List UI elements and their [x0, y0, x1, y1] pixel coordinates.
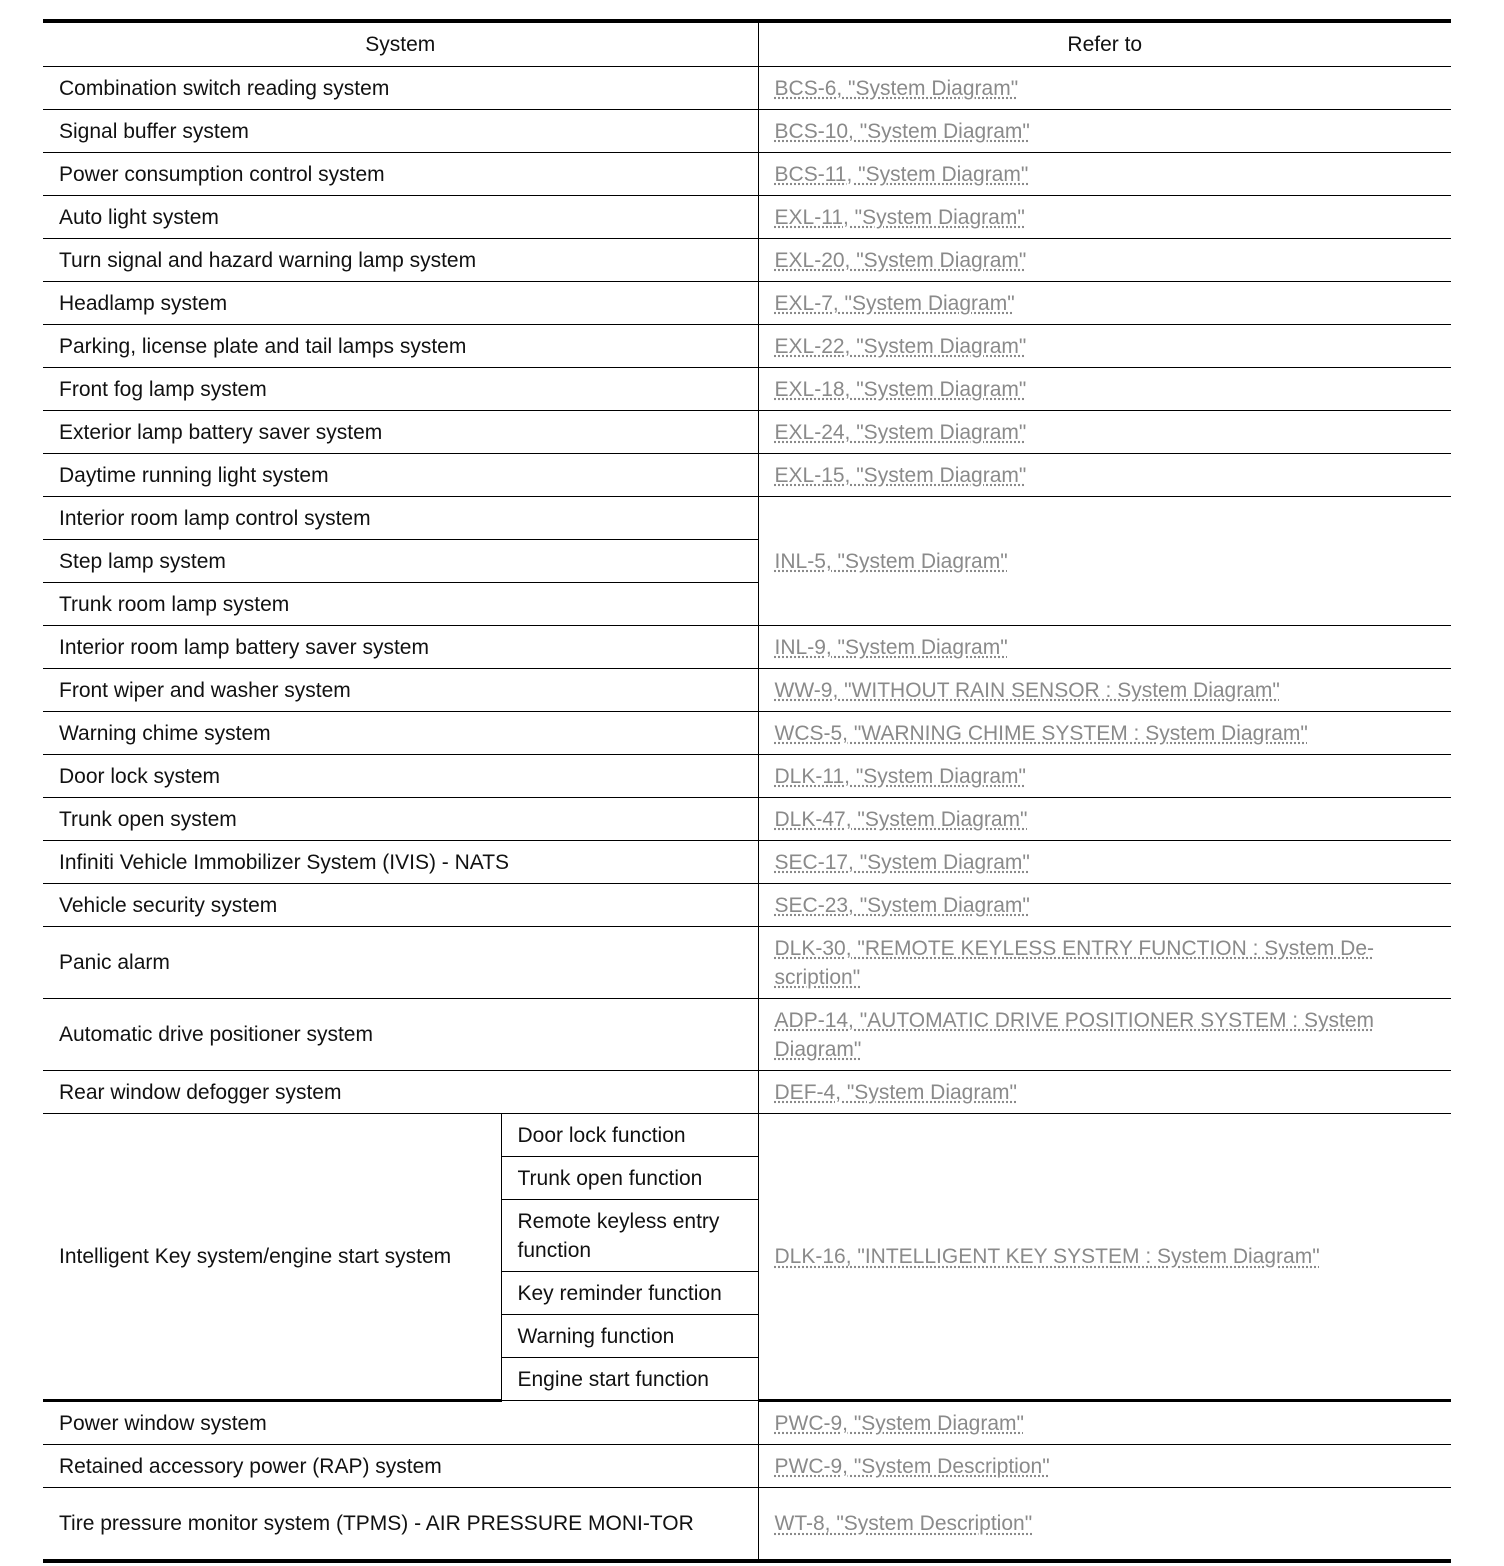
- reference-link[interactable]: INL-9, "System Diagram": [774, 635, 1008, 659]
- reference-cell: [758, 411, 1451, 454]
- reference-link[interactable]: EXL-22, "System Diagram": [774, 334, 1027, 358]
- reference-cell: [758, 626, 1451, 669]
- header-system: System: [43, 21, 758, 67]
- reference-link[interactable]: EXL-7, "System Diagram": [774, 291, 1015, 315]
- reference-cell: [758, 1445, 1451, 1488]
- table-row: [43, 841, 1451, 884]
- reference-link[interactable]: BCS-11, "System Diagram": [774, 162, 1029, 186]
- system-name: Exterior lamp battery saver system: [43, 411, 758, 454]
- system-name: Tire pressure monitor system (TPMS) - AIR PRESSURE MONI-TOR: [59, 1512, 694, 1535]
- reference-link[interactable]: INL-5, "System Diagram": [774, 549, 1008, 573]
- reference-cell: [758, 798, 1451, 841]
- reference-cell: [758, 239, 1451, 282]
- reference-cell: [758, 368, 1451, 411]
- function-name: Warning function: [501, 1315, 758, 1358]
- system-name: Front wiper and washer system: [43, 669, 758, 712]
- table-row: [43, 1071, 1451, 1114]
- system-reference-table: [43, 19, 1451, 1563]
- table-row: [43, 497, 1451, 540]
- system-name: Trunk room lamp system: [43, 583, 758, 626]
- reference-cell: [758, 110, 1451, 153]
- table-row: [43, 282, 1451, 325]
- table-row: [43, 1401, 1451, 1445]
- system-name: Panic alarm: [43, 927, 758, 999]
- system-name: Infiniti Vehicle Immobilizer System (IVIS) - NATS: [43, 841, 758, 884]
- reference-cell: [758, 712, 1451, 755]
- table-row: [43, 712, 1451, 755]
- reference-cell: [758, 1488, 1451, 1562]
- system-name: Front fog lamp system: [43, 368, 758, 411]
- reference-link[interactable]: DLK-16, "INTELLIGENT KEY SYSTEM : System Diagram": [774, 1245, 1320, 1268]
- reference-link[interactable]: EXL-20, "System Diagram": [774, 248, 1027, 272]
- table-row: [43, 1488, 1451, 1562]
- table-row: [43, 454, 1451, 497]
- system-name: Signal buffer system: [43, 110, 758, 153]
- table-row: [43, 927, 1451, 999]
- table-row: [43, 239, 1451, 282]
- table-row: [43, 411, 1451, 454]
- table-row: [43, 153, 1451, 196]
- function-name: Door lock function: [501, 1114, 758, 1157]
- reference-cell: [758, 1401, 1451, 1445]
- table-row: [43, 368, 1451, 411]
- system-name: Door lock system: [43, 755, 758, 798]
- reference-cell: [758, 153, 1451, 196]
- reference-link[interactable]: BCS-10, "System Diagram": [774, 119, 1030, 143]
- system-name: Trunk open system: [43, 798, 758, 841]
- reference-cell: [758, 927, 1451, 999]
- reference-cell: [758, 755, 1451, 798]
- header-refer-to: Refer to: [758, 21, 1451, 67]
- table-row: [43, 999, 1451, 1071]
- function-name: Trunk open function: [501, 1157, 758, 1200]
- reference-link[interactable]: EXL-24, "System Diagram": [774, 420, 1027, 444]
- table-row: [43, 884, 1451, 927]
- reference-link[interactable]: ADP-14, "AUTOMATIC DRIVE POSITIONER SYSTEM : System Diagram": [774, 1008, 1374, 1061]
- function-name: Key reminder function: [501, 1272, 758, 1315]
- table-row: [43, 755, 1451, 798]
- reference-cell: [758, 1114, 1451, 1401]
- system-name: Combination switch reading system: [43, 67, 758, 110]
- reference-link[interactable]: WCS-5, "WARNING CHIME SYSTEM : System Diagram": [774, 721, 1308, 745]
- reference-link[interactable]: DLK-30, "REMOTE KEYLESS ENTRY FUNCTION : System De-scription": [774, 936, 1374, 989]
- reference-cell: [758, 841, 1451, 884]
- reference-link[interactable]: DLK-47, "System Diagram": [774, 807, 1028, 831]
- reference-link[interactable]: WW-9, "WITHOUT RAIN SENSOR : System Diagram": [774, 678, 1280, 702]
- system-name: Parking, license plate and tail lamps system: [43, 325, 758, 368]
- reference-cell: [758, 454, 1451, 497]
- reference-link[interactable]: PWC-9, "System Diagram": [774, 1411, 1024, 1435]
- reference-link[interactable]: WT-8, "System Description": [774, 1512, 1033, 1535]
- reference-link[interactable]: EXL-15, "System Diagram": [774, 463, 1027, 487]
- system-name: Retained accessory power (RAP) system: [43, 1445, 758, 1488]
- system-name: Turn signal and hazard warning lamp system: [43, 239, 758, 282]
- reference-cell: [758, 884, 1451, 927]
- reference-cell: [758, 325, 1451, 368]
- function-name: Remote keyless entry function: [501, 1200, 758, 1272]
- system-name: Warning chime system: [43, 712, 758, 755]
- system-name: Auto light system: [43, 196, 758, 239]
- table-row: [43, 1445, 1451, 1488]
- reference-link[interactable]: EXL-18, "System Diagram": [774, 377, 1027, 401]
- system-name: Intelligent Key system/engine start system: [43, 1114, 501, 1401]
- system-name: Power window system: [43, 1401, 758, 1445]
- reference-link[interactable]: PWC-9, "System Description": [774, 1454, 1050, 1478]
- function-name: Engine start function: [501, 1358, 758, 1401]
- reference-cell: [758, 282, 1451, 325]
- system-name: Vehicle security system: [43, 884, 758, 927]
- reference-cell: [758, 497, 1451, 626]
- system-name: Interior room lamp battery saver system: [43, 626, 758, 669]
- system-name: Headlamp system: [43, 282, 758, 325]
- system-name: Rear window defogger system: [43, 1071, 758, 1114]
- reference-link[interactable]: SEC-23, "System Diagram": [774, 893, 1030, 917]
- reference-cell: [758, 999, 1451, 1071]
- table-row: [43, 669, 1451, 712]
- reference-link[interactable]: SEC-17, "System Diagram": [774, 850, 1030, 874]
- reference-link[interactable]: EXL-11, "System Diagram": [774, 205, 1025, 229]
- reference-link[interactable]: BCS-6, "System Diagram": [774, 76, 1019, 100]
- reference-cell: [758, 1071, 1451, 1114]
- system-name: Automatic drive positioner system: [43, 999, 758, 1071]
- reference-cell: [758, 196, 1451, 239]
- table-header-row: [43, 21, 1451, 67]
- system-name: Interior room lamp control system: [43, 497, 758, 540]
- reference-cell: [758, 67, 1451, 110]
- system-name: Step lamp system: [43, 540, 758, 583]
- table-row: [43, 1114, 1451, 1157]
- table-row: [43, 798, 1451, 841]
- reference-cell: [758, 669, 1451, 712]
- reference-link[interactable]: DLK-11, "System Diagram": [774, 764, 1026, 788]
- system-name: Daytime running light system: [43, 454, 758, 497]
- table-row: [43, 67, 1451, 110]
- table-row: [43, 196, 1451, 239]
- table-row: [43, 325, 1451, 368]
- reference-link[interactable]: DEF-4, "System Diagram": [774, 1080, 1017, 1104]
- table-row: [43, 110, 1451, 153]
- table-row: [43, 626, 1451, 669]
- system-name: Power consumption control system: [43, 153, 758, 196]
